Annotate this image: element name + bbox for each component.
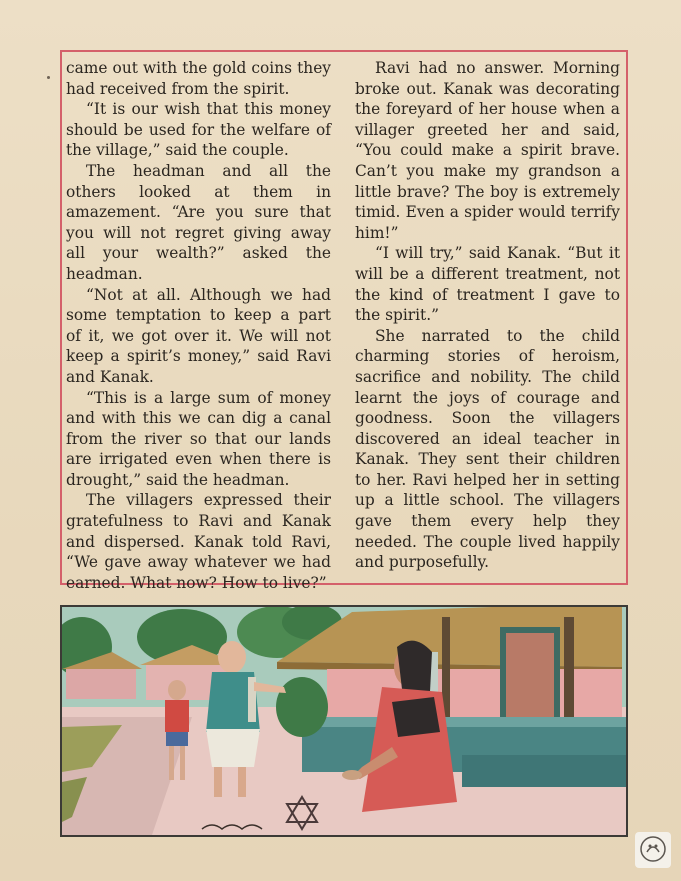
paragraph: came out with the gold coins they had received from the spirit. (66, 59, 331, 98)
paragraph: Ravi had no answer. Morning broke out. Kanak was decorating the foreyard of her house when a villager greeted her and said, “You could make a spirit brave. Can’t you make my grandson a little brave? The boy is extremely timid. Even a spider would terrify him!” (355, 59, 620, 242)
village-scene-image (62, 607, 626, 835)
paragraph: The headman and all the others looked at them in amazement. “Are you sure that you will not regret giving away all your wealth?” asked the headman. (66, 161, 331, 283)
paragraph: She narrated to the child charming stories of heroism, sacrifice and nobility. The child learnt the joys of courage and goodness. Soon the villagers discovered an ideal teacher in Kanak. They sent their children to her. Ravi helped her in setting up a little school. The villagers gave them every help they needed. The couple lived happily and purposefully. (355, 326, 620, 572)
archive-logo-icon (635, 832, 671, 868)
left-column (66, 58, 331, 593)
paragraph: “I will try,” said Kanak. “But it will be a different treatment, not the kind of treatment I gave to the spirit.” (355, 244, 620, 325)
paragraph: “It is our wish that this money should be used for the welfare of the village,” said the couple. (66, 100, 331, 160)
right-column (355, 58, 620, 573)
story-illustration (60, 605, 628, 837)
paragraph: “Not at all. Although we had some temptation to keep a part of it, we got over it. We will not keep a spirit’s money,” said Ravi and Kanak. (66, 285, 331, 386)
paragraph: “This is a large sum of money and with this we can dig a canal from the river so that our lands are irrigated even when there is drought,” said the headman. (66, 388, 331, 489)
scan-speck (47, 76, 50, 79)
paragraph: The villagers expressed their gratefulness to Ravi and Kanak and dispersed. Kanak told Ravi, “We gave away whatever we had earned. What now? How to live?” (66, 491, 331, 592)
